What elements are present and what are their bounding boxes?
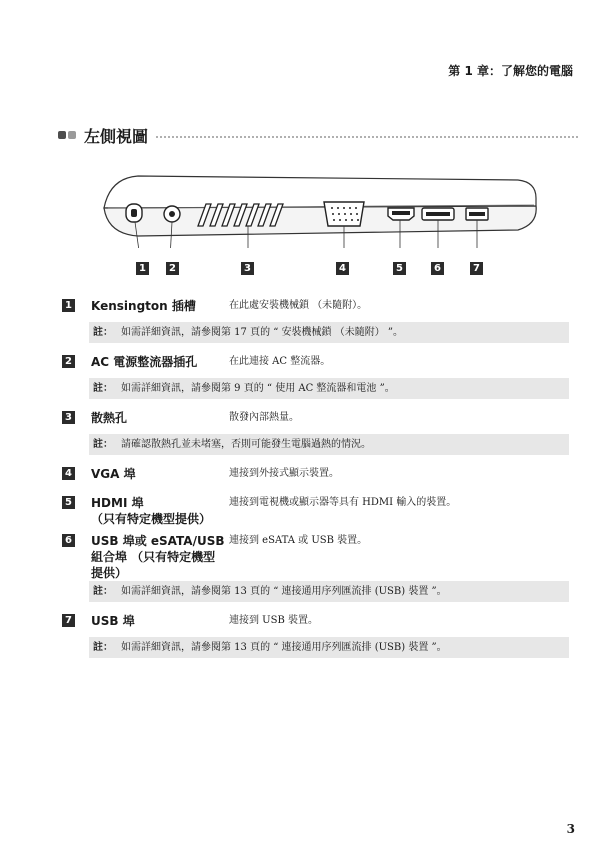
item-number: 1 <box>62 299 75 312</box>
note-text: 請確認散熱孔並未堵塞，否則可能發生電腦過熱的情況。 <box>121 439 371 450</box>
item-number: 7 <box>62 614 75 627</box>
item-term-line: 組合埠 （只有特定機型 <box>91 550 216 564</box>
note-text: 如需詳細資訊，請參閱第 17 頁的 “ 安裝機械鎖 （未隨附） ”。 <box>121 327 404 338</box>
item-term <box>91 533 223 581</box>
note-vent <box>89 434 569 455</box>
section-rule <box>156 136 578 138</box>
note-label: 註： <box>93 642 113 653</box>
note-label: 註： <box>93 439 113 450</box>
callout-7: 7 <box>470 262 483 275</box>
item-term: Kensington 插槽 <box>91 299 196 313</box>
item-description: 連接到外接式顯示裝置。 <box>229 468 339 479</box>
laptop-left-side-illustration <box>98 168 538 248</box>
figure-callouts <box>0 258 613 278</box>
item-term: VGA 埠 <box>91 467 136 481</box>
item-number: 2 <box>62 355 75 368</box>
item-term-line: USB 埠或 eSATA/USB <box>91 534 225 548</box>
item-number: 5 <box>62 496 75 509</box>
note-kensington <box>89 322 569 343</box>
item-description: 連接到 eSATA 或 USB 裝置。 <box>229 535 368 546</box>
note-label: 註： <box>93 327 113 338</box>
item-term-line: HDMI 埠 <box>91 496 144 510</box>
note-ac-jack <box>89 378 569 399</box>
item-description: 散發內部熱量。 <box>229 412 299 423</box>
item-term: 散熱孔 <box>91 411 128 425</box>
note-text: 如需詳細資訊，請參閱第 9 頁的 “ 使用 AC 整流器和電池 ”。 <box>121 383 395 394</box>
item-description: 連接到 USB 裝置。 <box>229 615 318 626</box>
note-usb <box>89 637 569 658</box>
item-term-line: 提供） <box>91 566 128 580</box>
note-label: 註： <box>93 586 113 597</box>
section-heading <box>58 126 578 146</box>
item-number: 6 <box>62 534 75 547</box>
item-description: 在此連接 AC 整流器。 <box>229 356 331 367</box>
note-label: 註： <box>93 383 113 394</box>
note-text: 如需詳細資訊，請參閱第 13 頁的 “ 連接通用序列匯流排 (USB) 裝置 ”。 <box>121 642 447 653</box>
callout-5: 5 <box>393 262 406 275</box>
section-title: 左側視圖 <box>84 127 149 146</box>
laptop-lid <box>104 176 536 208</box>
callout-3: 3 <box>241 262 254 275</box>
callout-1: 1 <box>136 262 149 275</box>
item-description: 連接到電視機或顯示器等具有 HDMI 輸入的裝置。 <box>229 497 457 508</box>
item-number: 3 <box>62 411 75 424</box>
section-bullet-dark <box>58 131 66 139</box>
item-term <box>91 495 223 527</box>
item-description: 在此處安裝機械鎖 （未隨附）。 <box>229 300 368 311</box>
callout-6: 6 <box>431 262 444 275</box>
page-number: 3 <box>566 822 575 836</box>
callout-4: 4 <box>336 262 349 275</box>
note-text: 如需詳細資訊，請參閱第 13 頁的 “ 連接通用序列匯流排 (USB) 裝置 ”。 <box>121 586 447 597</box>
callout-2: 2 <box>166 262 179 275</box>
item-number: 4 <box>62 467 75 480</box>
item-term: USB 埠 <box>91 614 135 628</box>
chapter-header: 第 1 章：了解您的電腦 <box>448 64 573 78</box>
section-bullet-light <box>68 131 76 139</box>
item-term-line: （只有特定機型提供） <box>91 512 212 526</box>
note-esata-usb <box>89 581 569 602</box>
item-term: AC 電源整流器插孔 <box>91 355 198 369</box>
